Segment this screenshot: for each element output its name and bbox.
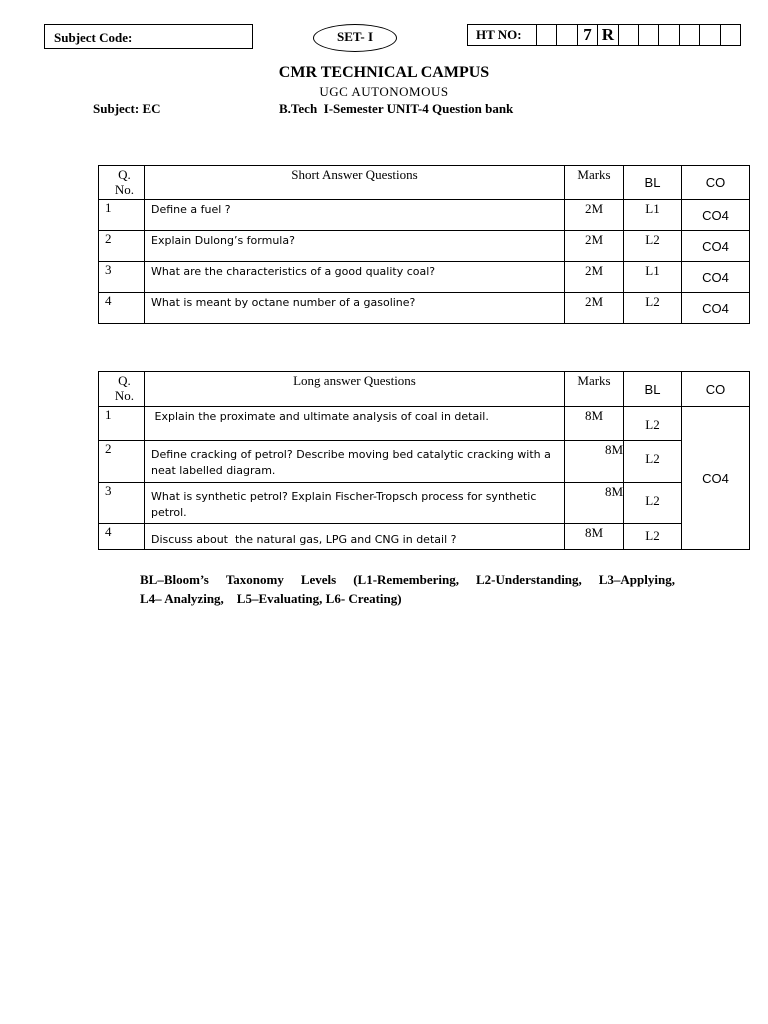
row-bl: L2: [624, 293, 682, 324]
header-bl: BL: [624, 372, 682, 407]
row-question: Define a fuel ?: [145, 200, 565, 231]
subject-code-field: Subject Code:: [44, 24, 253, 49]
legend-word: (L1-Remembering,: [353, 572, 459, 587]
row-co-merged: CO4: [682, 407, 750, 550]
legend-word: BL–Bloom’s: [140, 572, 209, 587]
header-co: CO: [682, 372, 750, 407]
row-marks: 8M: [565, 483, 624, 524]
row-co: CO4: [682, 200, 750, 231]
table-header-row: [99, 166, 750, 200]
header-co: CO: [682, 166, 750, 200]
row-qno: 1: [99, 407, 145, 441]
ht-no-cell: [619, 24, 639, 46]
row-question: Define cracking of petrol? Describe moving bed catalytic cracking with a neat labelled diagram.: [145, 441, 565, 483]
row-bl: L2: [624, 483, 682, 524]
row-qno: 4: [99, 293, 145, 324]
row-marks: 2M: [565, 293, 624, 324]
row-marks: 8M: [565, 407, 624, 441]
header-qno: Q. No.: [99, 372, 145, 407]
table-row: [99, 231, 750, 262]
row-qno: 2: [99, 441, 145, 483]
ht-no-cell: 7: [578, 24, 598, 46]
row-co: CO4: [682, 293, 750, 324]
ht-no-cell: [700, 24, 720, 46]
table-row: [99, 293, 750, 324]
row-marks: 8M: [565, 441, 624, 483]
row-question: Explain the proximate and ultimate analysis of coal in detail.: [145, 407, 565, 441]
header-marks: Marks: [565, 166, 624, 200]
table-row: [99, 441, 750, 483]
row-qno: 2: [99, 231, 145, 262]
ht-no-cell: [659, 24, 679, 46]
table-row: [99, 407, 750, 441]
table-row: [99, 483, 750, 524]
legend-line-2: L4– Analyzing, L5–Evaluating, L6- Creating): [140, 591, 402, 606]
ht-no-label: HT NO:: [467, 24, 537, 46]
row-qno: 3: [99, 483, 145, 524]
row-marks: 2M: [565, 262, 624, 293]
row-qno: 3: [99, 262, 145, 293]
ht-no-cell: [639, 24, 659, 46]
legend-word: Levels: [300, 572, 337, 587]
bloom-taxonomy-legend: [140, 570, 675, 608]
header-question: Short Answer Questions: [145, 166, 565, 200]
short-answer-table: [98, 165, 750, 324]
course-line: B.Tech I-Semester UNIT-4 Question bank: [279, 101, 514, 116]
row-marks: 8M: [565, 524, 624, 550]
row-bl: L1: [624, 200, 682, 231]
ht-no-cell: [537, 24, 557, 46]
ht-no-cell: [680, 24, 700, 46]
row-bl: L2: [624, 524, 682, 550]
set-label: SET- I: [313, 24, 397, 52]
row-marks: 2M: [565, 200, 624, 231]
header-bl: BL: [624, 166, 682, 200]
legend-word: Taxonomy: [225, 572, 284, 587]
row-qno: 4: [99, 524, 145, 550]
institution-status: UGC AUTONOMOUS: [319, 84, 449, 99]
legend-word: L3–Applying,: [598, 572, 675, 587]
row-bl: L2: [624, 441, 682, 483]
table-row: [99, 262, 750, 293]
long-answer-table: [98, 371, 750, 550]
legend-word: L2-Understanding,: [475, 572, 582, 587]
row-co: CO4: [682, 262, 750, 293]
ht-no-cells: [537, 24, 741, 46]
ht-no-cell: [557, 24, 577, 46]
legend-line-1: [140, 570, 675, 589]
ht-no-cell: R: [598, 24, 618, 46]
row-marks: 2M: [565, 231, 624, 262]
row-question: Discuss about the natural gas, LPG and CNG in detail ?: [145, 524, 565, 550]
row-question: What is synthetic petrol? Explain Fischer-Tropsch process for synthetic petrol.: [145, 483, 565, 524]
subject-line: Subject: EC: [93, 101, 161, 116]
row-bl: L2: [624, 231, 682, 262]
row-qno: 1: [99, 200, 145, 231]
row-question: What is meant by octane number of a gasoline?: [145, 293, 565, 324]
ht-no-cell: [721, 24, 741, 46]
header-qno: Q. No.: [99, 166, 145, 200]
row-bl: L2: [624, 407, 682, 441]
table-row: [99, 200, 750, 231]
table-row: [99, 524, 750, 550]
header-question: Long answer Questions: [145, 372, 565, 407]
row-co: CO4: [682, 231, 750, 262]
row-question: What are the characteristics of a good quality coal?: [145, 262, 565, 293]
row-question: Explain Dulong’s formula?: [145, 231, 565, 262]
row-bl: L1: [624, 262, 682, 293]
header-marks: Marks: [565, 372, 624, 407]
table-header-row: [99, 372, 750, 407]
institution-name: CMR TECHNICAL CAMPUS: [278, 64, 490, 81]
